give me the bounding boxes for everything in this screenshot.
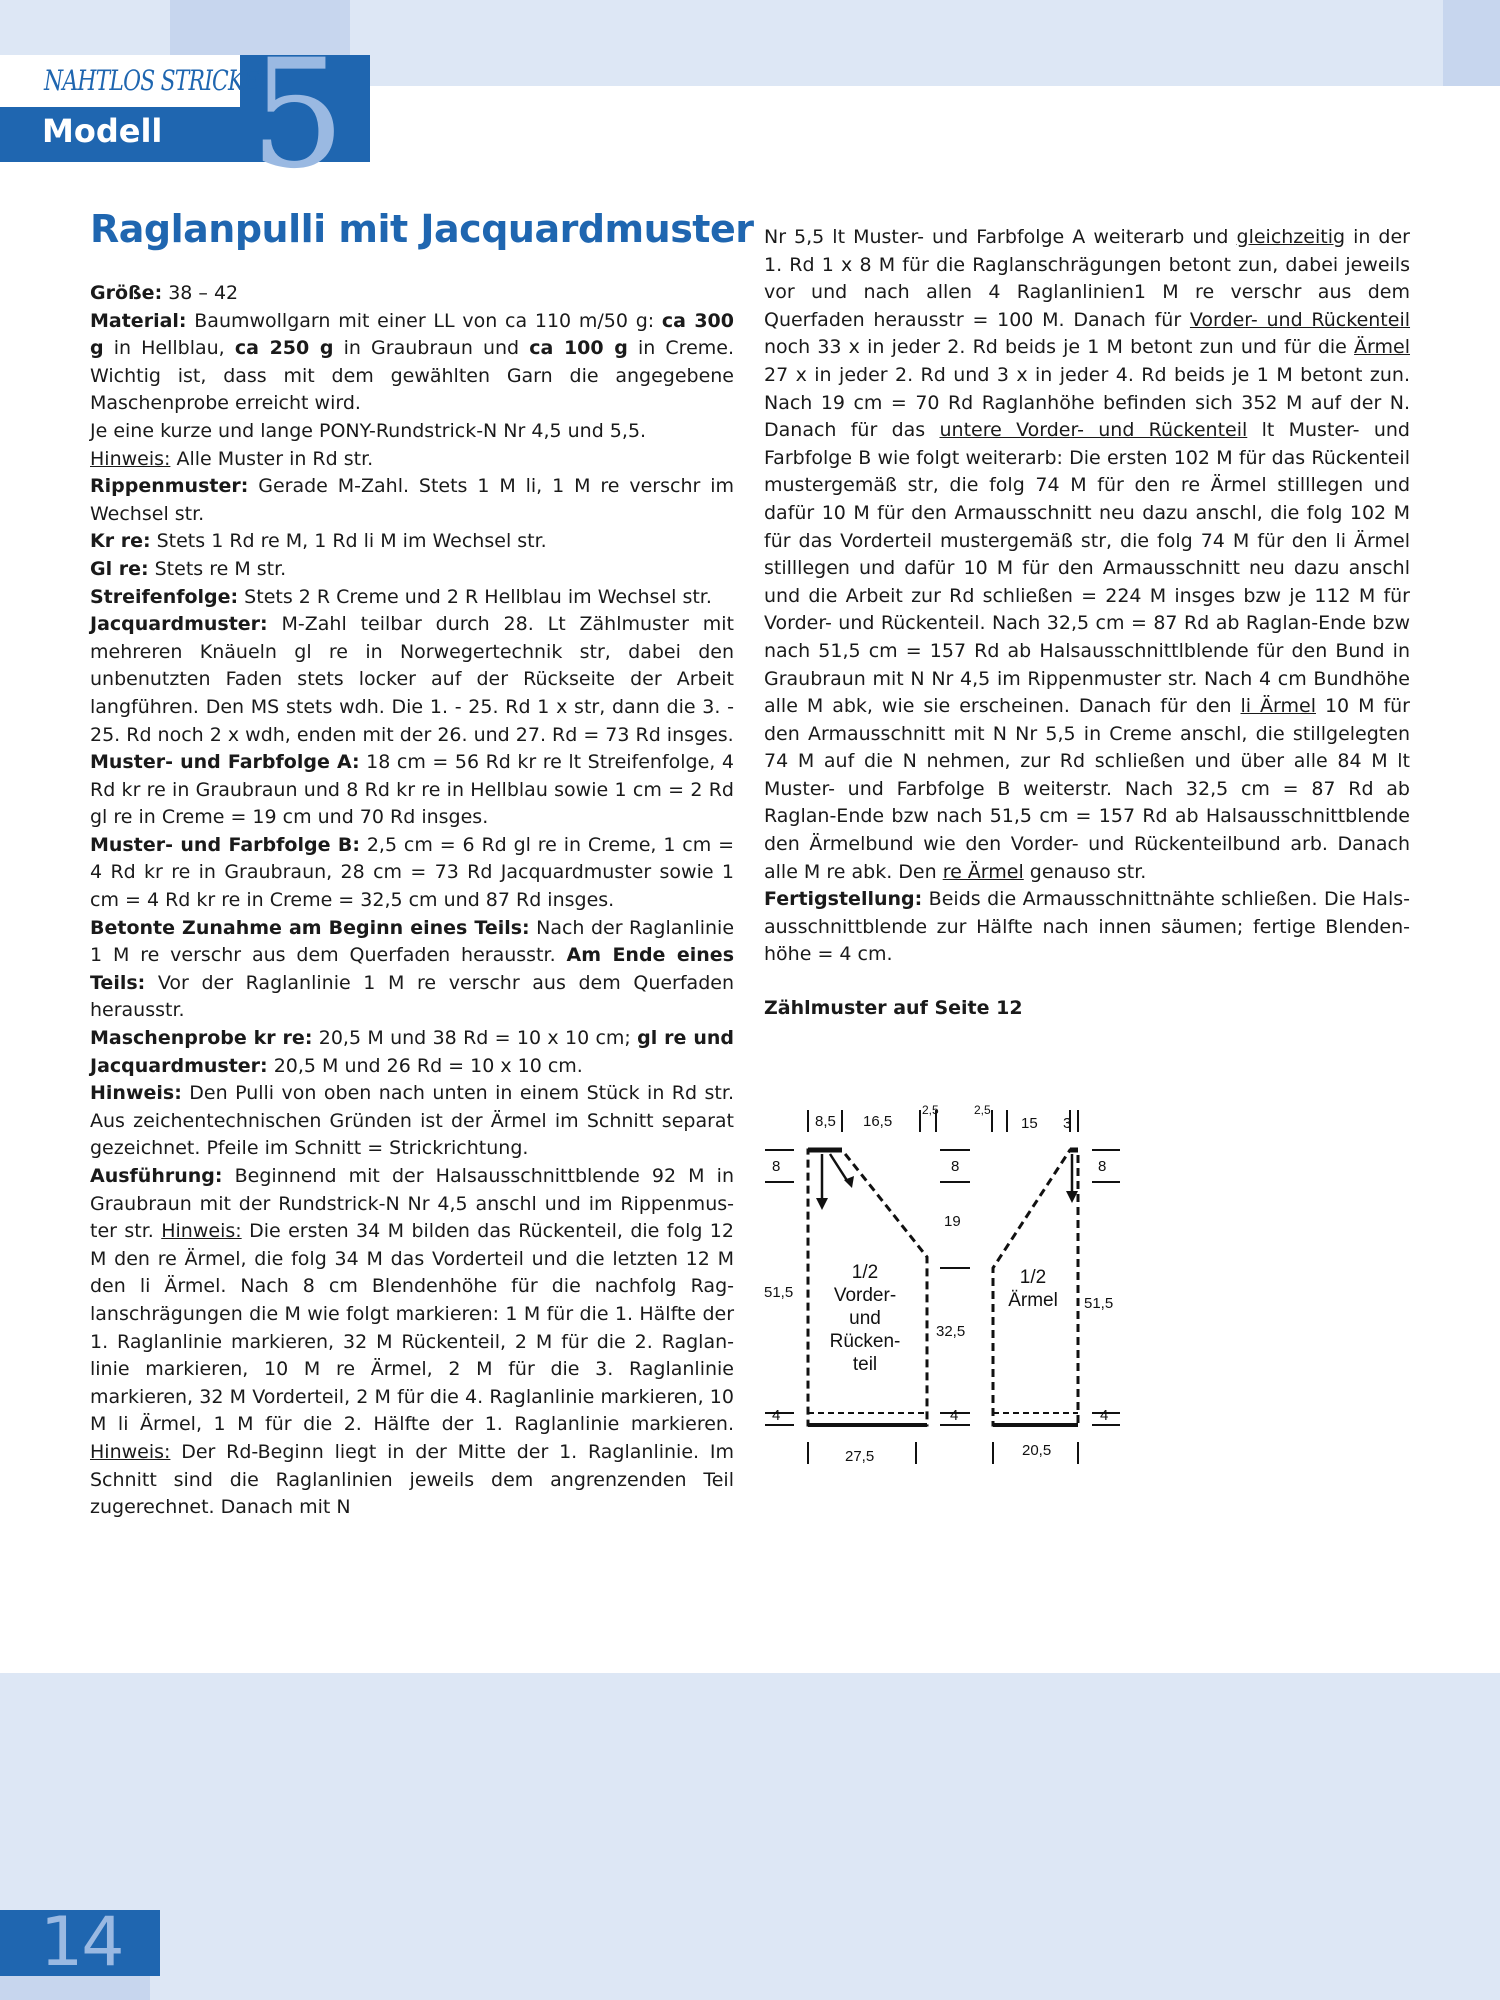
bottom-band [0,1673,1500,2000]
measurement-labels [764,1103,1113,1465]
betont-para [90,915,734,1025]
maschenprobe-label: Maschenprobe kr re: [90,1027,313,1050]
body-label-line: 1/2 [851,1262,879,1283]
pattern-schematic [760,1090,1130,1480]
rippen-para [90,473,734,528]
ausfuehrung-label: Ausführung: [90,1165,223,1187]
body-label-line: Rücken- [829,1331,901,1352]
mfa-label: Muster- und Farbfolge A: [90,751,360,774]
measure-8: 8 [772,1158,781,1175]
continuation-text: noch 33 x in jeder 2. Rd beids je 1 M betont zun und für die [764,336,1355,359]
rippen-text: Gerade M-Zahl. Stets 1 M li, 1 M re verschr im Wechsel str. [90,475,734,525]
continuation-text: lt Muster- und Farbfolge B wie folgt weiterarb: Die ersten 102 M für das Rückenteil mustergemäß str, die folg 74 M für den re Ärmel stilllegen und dafür 10 M für den Armausschnitt neu dazu anschl, die folg 102 M für das Vorderteil mustergemäß str, die folg 74 M für den li Ärmel stilllegen und dafür 10 M für den Armausschnitt neu dazu anschl und die Arbeit zur Rd schließen = 224 M insges bzw je 112 M für Vorder- und Rückenteil. Nach 32,5 cm = 87 Rd ab Raglan-Ende bzw nach 51,5 cm = 157 Rd ab Halsausschnittlblende für den Bund in Graubraun mit N Nr 4,5 im Rippenmuster str. Nach 4 cm Bundhöhe alle M abk, wie sie erscheinen. Danach für den [764,419,1410,718]
modell-number: 5 [250,28,346,202]
measure-2-5: 2,5 [922,1103,939,1117]
continuation-text: genauso str. [1023,860,1147,883]
material-amount: ca 300 g [90,309,734,360]
section-label: NAHTLOS STRICKEN [44,64,278,97]
ausfuehrung-text: Die ersten 34 M bilden das Rückenteil, die folg 12 M den re Ärmel, die folg 34 M das Vorderteil und die letzten 12 M den li Ärmel. Nach 8 cm Blendenhöhe für die nachfolg Raglanschrägungen die M wie folgt markieren: 1 M für die 1. Hälfte der 1. Raglanlinie markieren, 32 M Rückenteil, 2 M für die 2. Raglanlinie markieren, 10 M re Ärmel, 2 M für die 3. Raglanlinie markieren, 32 M Vorderteil, 2 M für die 4. Raglanlinie markieren, 10 M li Ärmel, 1 M für die 2. Hälfte der 1. Raglanlinie markieren. [90,1220,734,1436]
measure-3: 3 [1063,1115,1072,1132]
maschenprobe-text: 20,5 M und 38 Rd = 10 x 10 cm; [312,1027,638,1050]
underlined-term: Ärmel [1354,336,1410,359]
body-label-line: Vorder- [833,1285,897,1306]
measure-4: 4 [1100,1407,1109,1424]
measure-16-5: 16,5 [863,1113,893,1130]
mfa-text: 18 cm = 56 Rd kr re lt Streifenfolge, 4 Rd kr re in Graubraun und 8 Rd kr re in Hellblau sowie 1 cm = 2 Rd gl re in Creme = 19 cm und 70 Rd insges. [90,751,734,829]
nadeln-para: Je eine kurze und lange PONY-Rundstrick-N Nr 4,5 und 5,5. [90,419,647,442]
mfa-para [90,749,734,832]
material-text: in Graubraun und [333,337,530,360]
hinweis1-para [90,446,734,474]
hinweis2-para [90,1080,734,1163]
streifen-para [90,584,734,612]
material-text: in Creme. Wichtig ist, dass mit dem gewählten Garn die angegebene Maschenprobe erreicht wird. [90,337,735,415]
measure-8: 8 [1098,1158,1107,1175]
measure-19: 19 [944,1213,961,1230]
hinweis1-text: Alle Muster in Rd str. [170,447,374,470]
page-title: Raglanpulli mit Jacquardmuster [90,207,754,251]
schematic-tick-marks [765,1110,1120,1464]
rippen-label: Rippenmuster: [90,475,249,498]
krre-label: Kr re: [90,530,151,553]
maschenprobe-label-2: gl re und Jacquardmuster: [90,1027,734,1077]
maschenprobe-para [90,1025,734,1080]
groesse-para [90,280,734,308]
measure-4: 4 [772,1407,781,1424]
underlined-term: Vorder- und Rückenteil [1189,308,1411,331]
measure-4: 4 [950,1407,959,1424]
betont-text: Nach der Raglanlinie 1 M re verschr aus dem Querfaden herausstr. [90,916,735,967]
measure-2-5: 2,5 [974,1103,991,1117]
jacquard-para [90,611,734,749]
betont-label-2: Am Ende eines Teils: [90,944,734,994]
instructions-column-1 [90,280,734,1522]
underlined-term: gleichzeitig [1236,226,1346,248]
mfb-para [90,832,734,915]
mfb-text: 2,5 cm = 6 Rd gl re in Creme, 1 cm = 4 Rd kr re in Graubraun, 28 cm = 73 Rd Jacquardmuster sowie 1 cm = 4 Rd kr re in Creme = 32,5 cm und 87 Rd insges. [90,833,734,912]
streifen-label: Streifenfolge: [90,585,239,608]
modell-label: Modell [42,112,163,150]
fertigstellung-text: Beids die Armausschnittnähte schließen. Die Halsausschnittblende zur Hälfte nach innen säumen; fertige Blendenhöhe = 4 cm. [764,888,1410,966]
sleeve-label-line: 1/2 [1019,1267,1047,1288]
page-number: 14 [40,1903,123,1982]
maschenprobe-text-2: 20,5 M und 26 Rd = 10 x 10 cm. [267,1054,583,1077]
hinweis2-label: Hinweis: [90,1082,182,1105]
fertigstellung-label: Fertigstellung: [764,888,923,911]
hinweis2-text: Den Pulli von oben nach unten in einem Stück in Rd str. Aus zeichentechnischen Gründen ist der Ärmel im Schnitt separat gezeichnet. Pfeile im Schnitt = Strickrichtung. [90,1082,734,1160]
material-label: Material: [90,309,187,332]
material-para [90,308,734,418]
krre-text: Stets 1 Rd re M, 1 Rd li M im Wechsel str. [150,530,547,553]
material-amount: ca 100 g [529,337,628,360]
ausfuehrung-text: Der Rd-Beginn liegt in der Mitte der 1. Raglanlinie. Im Schnitt sind die Raglanlinien jeweils dem angrenzenden Teil zugerechnet. Danach mit N [90,1440,734,1519]
betont-label: Betonte Zunahme am Beginn eines Teils: [90,916,530,939]
underlined-term: li Ärmel [1240,695,1316,718]
continuation-text: 10 M für den Armausschnitt mit N Nr 5,5 in Creme anschl, die stillgelegten 74 M auf die N nehmen, zur Rd schließen und über alle 84 M lt Muster- und Farbfolge B weiterstr. Nach 32,5 cm = 87 Rd ab Raglan-Ende bzw nach 51,5 cm = 157 Rd ab Halsausschnittblende den Ärmelbund wie den Vorder- und Rückenteilbund arb. Danach alle M re abk. Den [764,695,1410,883]
ausfuehrung-para [90,1163,734,1522]
hinweis1-label: Hinweis: [90,447,171,470]
material-text: Baumwollgarn mit einer LL von ca 110 m/50 g: [186,309,662,332]
ausfuehrung-hinweis: Hinweis: [90,1440,171,1463]
body-label-line: und [849,1308,881,1329]
material-text: in Hellblau, [103,337,235,360]
measure-20-5: 20,5 [1022,1442,1052,1459]
ausfuehrung-hinweis: Hinweis: [161,1220,242,1243]
top-right-accent-block [1443,0,1500,86]
jacquard-label: Jacquardmuster: [90,613,268,636]
ausfuehrung-text: Beginnend mit der Halsausschnittblende 92 M in Graubraun mit der Rundstrick-N Nr 4,5 anschl und im Rippenmuster str. [90,1165,734,1243]
continuation-text: in der 1. Rd 1 x 8 M für die Raglanschrägungen betont zun, dabei jeweils vor und nach allen 4 Raglanlinien1 M re verschr aus dem Querfaden herausstr = 100 M. Danach für [764,226,1410,331]
zaehlmuster-reference: Zählmuster auf Seite 12 [764,997,1023,1020]
glre-para [90,556,734,584]
glre-text: Stets re M str. [148,557,287,580]
betont-text-2: Vor der Raglanlinie 1 M re verschr aus dem Querfaden herausstr. [90,971,734,1022]
measure-15: 15 [1021,1115,1038,1132]
instructions-column-2 [764,224,1410,1023]
streifen-text: Stets 2 R Creme und 2 R Hellblau im Wechsel str. [238,585,712,608]
measure-8-5: 8,5 [815,1113,836,1130]
measure-51-5: 51,5 [1084,1295,1114,1312]
groesse-value: 38 – 42 [162,282,239,304]
underlined-term: re Ärmel [942,860,1024,883]
measure-51-5: 51,5 [764,1284,794,1301]
groesse-label: Größe: [90,282,163,304]
body-label-line: teil [852,1354,878,1375]
glre-label: Gl re: [90,557,149,580]
piece-labels [830,1262,1058,1375]
continuation-text: Nr 5,5 lt Muster- und Farbfolge A weiterarb und [764,226,1237,248]
underlined-term: untere Vorder- und Rückenteil [939,419,1248,442]
fertigstellung-para [764,886,1410,969]
krre-para [90,528,734,556]
jacquard-text: M-Zahl teilbar durch 28. Lt Zählmuster mit mehreren Knäueln gl re in Norwegertechnik str, dabei den unbenutzten Faden stets locker auf der Rückseite der Arbeit langführen. Den MS stets wdh. Die 1. - 25. Rd 1 x str, dann die 3. - 25. Rd noch 2 x wdh, enden mit der 26. und 27. Rd = 73 Rd insges. [90,613,734,746]
continuation-para [764,224,1410,886]
sleeve-label-line: Ärmel [1008,1290,1058,1311]
continuation-text: 27 x in jeder 2. Rd und 3 x in jeder 4. Rd beids je 1 M betont zun. Nach 19 cm = 70 Rd Raglanhöhe befinden sich 352 M auf der N. Danach für das [764,363,1410,442]
material-amount: ca 250 g [234,337,334,360]
measure-8: 8 [951,1158,960,1175]
measure-32-5: 32,5 [936,1323,966,1340]
measure-27-5: 27,5 [845,1448,875,1465]
mfb-label: Muster- und Farbfolge B: [90,833,360,856]
